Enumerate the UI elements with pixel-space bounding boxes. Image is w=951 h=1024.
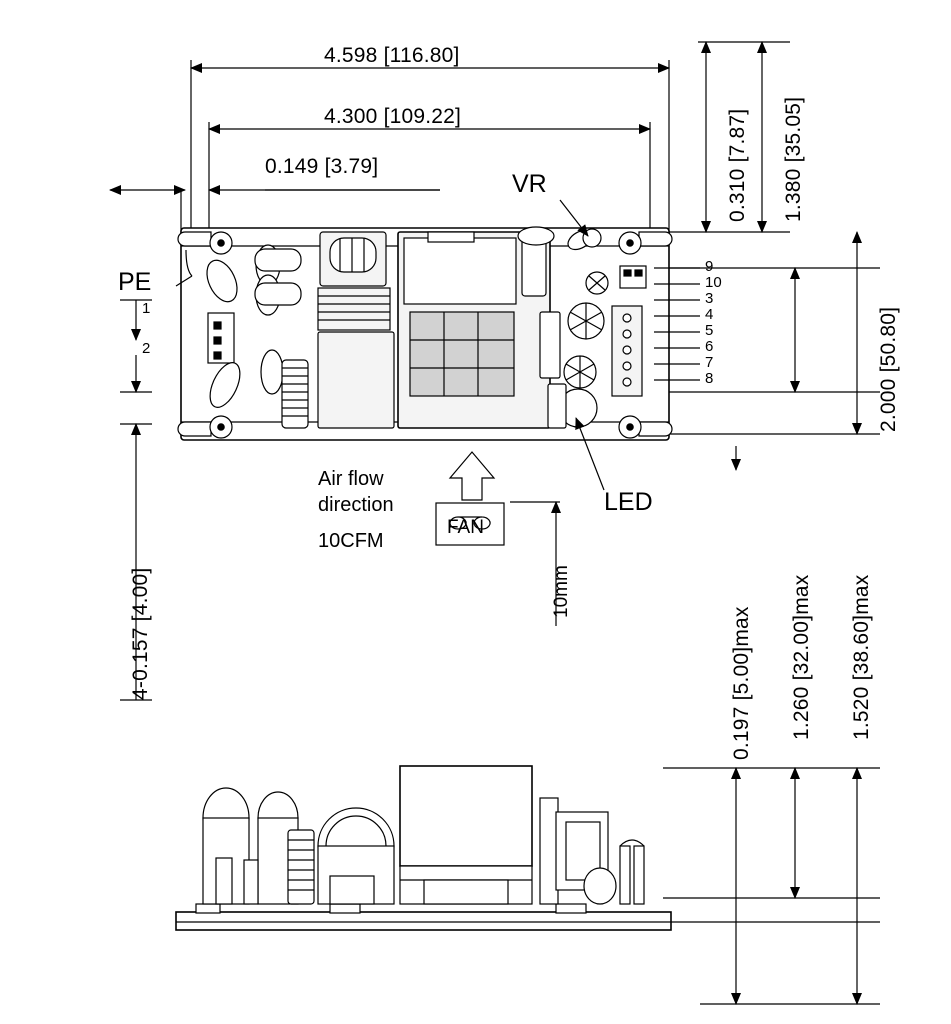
input-pin-1: 1 bbox=[142, 300, 151, 317]
dim-pcb-thickness: 0.197 [5.00]max bbox=[730, 606, 753, 760]
output-pin-8: 8 bbox=[705, 370, 714, 387]
led-label: LED bbox=[604, 488, 653, 516]
dim-overall-width: 4.598 [116.80] bbox=[324, 44, 460, 67]
airflow-line-2: direction bbox=[318, 494, 394, 516]
dim-component-height: 1.260 [32.00]max bbox=[790, 574, 813, 740]
output-pin-9: 9 bbox=[705, 258, 714, 275]
airflow-line-1: Air flow bbox=[318, 468, 384, 490]
output-pin-3: 3 bbox=[705, 290, 714, 307]
input-pin-2: 2 bbox=[142, 340, 151, 357]
dim-mounting-width: 4.300 [109.22] bbox=[324, 105, 462, 128]
fan-label: FAN bbox=[447, 517, 484, 538]
dim-overall-height: 1.520 [38.60]max bbox=[850, 574, 873, 740]
output-pin-10: 10 bbox=[705, 274, 722, 291]
dim-overall-depth: 2.000 [50.80] bbox=[877, 306, 900, 432]
dim-edge-offset: 0.149 [3.79] bbox=[265, 155, 379, 178]
dim-right-offset-large: 1.380 [35.05] bbox=[782, 96, 805, 222]
dim-mounting-hole-spec: 4-0.157 [4.00] bbox=[129, 567, 152, 700]
pe-label: PE bbox=[118, 268, 152, 296]
output-pin-7: 7 bbox=[705, 354, 714, 371]
airflow-cfm: 10CFM bbox=[318, 530, 384, 552]
vr-label: VR bbox=[512, 170, 547, 198]
fan-clearance-dim: 10mm bbox=[551, 565, 572, 618]
output-pin-5: 5 bbox=[705, 322, 714, 339]
dim-right-offset-small: 0.310 [7.87] bbox=[726, 108, 749, 222]
output-pin-4: 4 bbox=[705, 306, 714, 323]
output-pin-6: 6 bbox=[705, 338, 714, 355]
